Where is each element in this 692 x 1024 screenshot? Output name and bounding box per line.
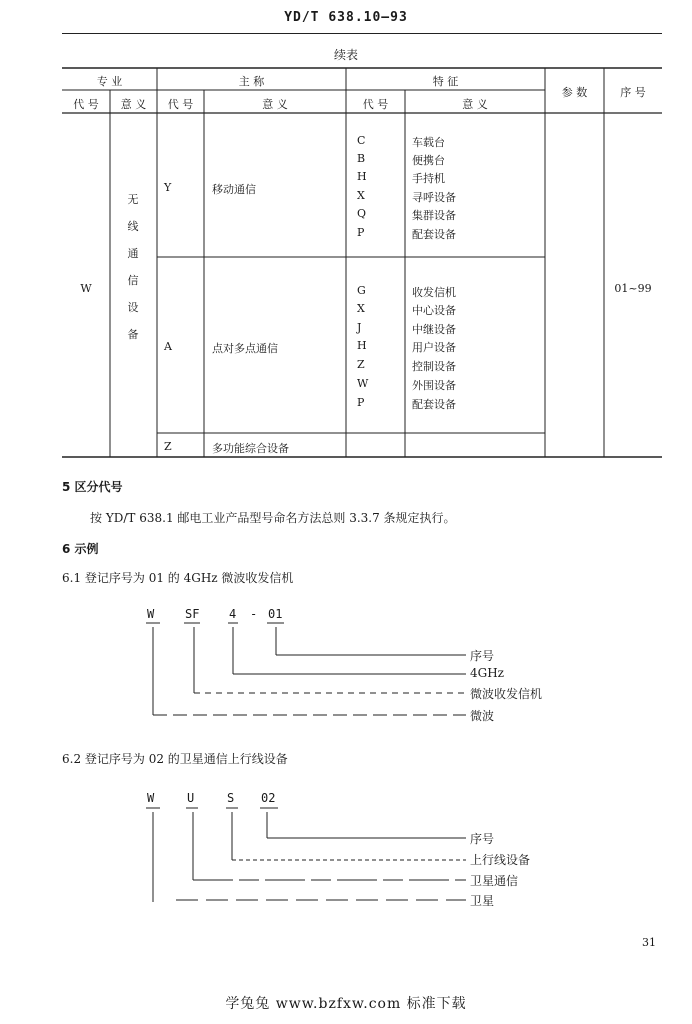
feature-meaning: 配套设备 — [412, 228, 456, 241]
serial-range: 01~99 — [614, 282, 652, 295]
header-main-name: 主 称 — [238, 75, 265, 88]
main-meaning-mobile: 移动通信 — [212, 183, 256, 196]
header-serial: 序 号 — [620, 86, 646, 99]
standard-number: YD/T 638.10—93 — [284, 10, 408, 25]
feature-code: Q — [357, 207, 367, 220]
ex1-code-w: W — [147, 607, 155, 621]
ex2-code-u: U — [187, 791, 195, 805]
ex1-code-sf: SF — [185, 607, 200, 621]
ex2-code-s: S — [227, 791, 235, 805]
feature-meaning: 控制设备 — [412, 360, 456, 373]
ex1-code-4: 4 — [229, 607, 237, 621]
feature-code: P — [357, 396, 365, 409]
ex1-label-4ghz: 4GHz — [470, 666, 505, 680]
feature-meaning: 收发信机 — [412, 286, 456, 299]
main-code-y: Y — [164, 181, 172, 194]
ex1-label-transceiver: 微波收发信机 — [470, 687, 543, 701]
feature-meaning: 中继设备 — [412, 323, 456, 336]
subheader-code-main: 代 号 — [167, 98, 194, 111]
header-specialty: 专 业 — [96, 75, 123, 88]
main-meaning-p2mp: 点对多点通信 — [212, 342, 278, 355]
feature-code: C — [357, 134, 366, 147]
ex1-label-microwave: 微波 — [470, 709, 495, 723]
feature-code: B — [357, 152, 366, 165]
table-caption: 续表 — [333, 48, 358, 62]
section-6-title: 6 示例 — [62, 542, 99, 556]
page-number: 31 — [642, 936, 656, 949]
feature-meaning: 用户设备 — [412, 341, 456, 354]
feature-code: P — [357, 226, 365, 239]
feature-code: X — [357, 189, 365, 202]
section-5-title: 5 区分代号 — [62, 480, 123, 494]
subheader-code: 代 号 — [73, 98, 99, 111]
specialty-code: W — [80, 282, 92, 295]
feature-meaning: 车载台 — [412, 136, 445, 149]
ex2-label-uplink: 上行线设备 — [470, 853, 531, 867]
specialty-char: 备 — [127, 328, 139, 341]
header-feature: 特 征 — [432, 75, 459, 88]
example-1-title: 6.1 登记序号为 01 的 4GHz 微波收发信机 — [62, 571, 294, 585]
feature-code: H — [357, 170, 367, 183]
feature-code: Z — [357, 358, 365, 371]
ex2-label-satcom: 卫星通信 — [470, 874, 519, 888]
feature-code: X — [357, 302, 365, 315]
feature-meaning: 中心设备 — [412, 304, 456, 317]
main-meaning-multi: 多功能综合设备 — [212, 442, 289, 455]
footer-watermark: 学兔兔 www.bzfxw.com 标准下载 — [225, 996, 467, 1012]
subheader-meaning: 意 义 — [120, 98, 147, 111]
subheader-meaning-feature: 意 义 — [462, 98, 488, 111]
feature-meaning: 外围设备 — [412, 379, 456, 392]
specialty-char: 通 — [127, 247, 139, 260]
feature-meaning: 集群设备 — [412, 209, 456, 222]
feature-meaning: 配套设备 — [412, 398, 456, 411]
feature-code: J — [357, 321, 362, 334]
feature-meaning: 寻呼设备 — [412, 191, 456, 204]
ex1-label-serial: 序号 — [470, 649, 495, 663]
ex1-code-01: 01 — [268, 607, 283, 621]
main-code-z: Z — [164, 440, 172, 453]
ex2-code-w: W — [147, 791, 155, 805]
feature-meaning: 手持机 — [412, 172, 445, 185]
ex2-label-satellite: 卫星 — [470, 894, 495, 908]
feature-code: H — [357, 339, 367, 352]
subheader-meaning-main: 意 义 — [262, 98, 288, 111]
specialty-char: 设 — [127, 301, 139, 314]
section-5-text: 按 YD/T 638.1 邮电工业产品型号命名方法总则 3.3.7 条规定执行。 — [90, 511, 456, 525]
specialty-char: 线 — [127, 220, 139, 233]
feature-meaning: 便携台 — [412, 154, 445, 167]
feature-code: W — [357, 377, 369, 390]
specialty-char: 无 — [127, 193, 139, 206]
main-code-a: A — [164, 340, 172, 353]
subheader-code-feature: 代 号 — [362, 98, 389, 111]
ex1-code-dash: - — [250, 607, 258, 621]
ex2-code-02: 02 — [261, 791, 276, 805]
feature-code: G — [357, 284, 366, 297]
example-2-title: 6.2 登记序号为 02 的卫星通信上行线设备 — [62, 752, 288, 766]
header-params: 参 数 — [561, 86, 588, 99]
ex2-label-serial: 序号 — [470, 832, 495, 846]
specialty-char: 信 — [127, 274, 139, 287]
